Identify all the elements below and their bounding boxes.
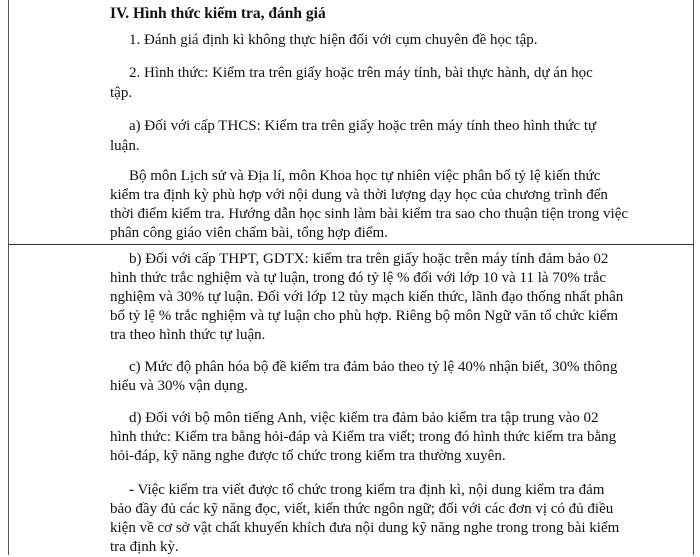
item-c-line-1: c) Mức độ phân hóa bộ đề kiểm tra đảm bảo theo tỷ lệ 40% nhận biết, 30% thông [129, 359, 618, 375]
bullet-line-3: kiện về cơ sở vật chất khuyến khích đưa nội dung kỹ năng nghe trong trong bài kiểm [110, 520, 620, 536]
table-right-border [693, 0, 694, 555]
item-c-line-2: hiểu và 30% vận dụng. [110, 378, 248, 394]
item-b-line-2: hình thức trắc nghiệm và tự luận, trong đó tỷ lệ % đối với lớp 10 và 11 là 70% trắc [110, 270, 607, 286]
bullet-dash: - [129, 482, 134, 498]
subjects-para-line-2: kiểm tra định kỳ phù hợp với nội dung và thời lượng dạy học của chương trình đến [110, 187, 608, 203]
item-d-line-1: d) Đối với bộ môn tiếng Anh, việc kiểm tra đảm bảo kiểm tra tập trung vào 02 [129, 410, 599, 426]
bullet-line-1-text: Việc kiểm tra viết được tổ chức trong kiểm tra định kì, nội dung kiểm tra đảm [134, 482, 605, 498]
bullet-line-1 [129, 480, 604, 500]
item-b-line-5: tra theo hình thức tự luận. [110, 327, 266, 343]
item-a-line-2: luận. [110, 138, 140, 154]
item-b-line-1: b) Đối với cấp THPT, GDTX: kiểm tra trên giấy hoặc trên máy tính đảm bảo 02 [129, 251, 609, 267]
item-d-line-2: hình thức: Kiểm tra bằng hỏi-đáp và Kiểm tra viết; trong đó hình thức kiểm tra bằng [110, 429, 617, 445]
subjects-para-line-4: phân công giáo viên chấm bài, tổng hợp điểm. [110, 225, 388, 241]
item-2-line-1: 2. Hình thức: Kiểm tra trên giấy hoặc trên máy tính, bài thực hành, dự án học [129, 65, 593, 81]
item-a-line-1: a) Đối với cấp THCS: Kiểm tra trên giấy hoặc trên máy tính theo hình thức tự [129, 118, 597, 134]
table-row-divider [8, 244, 694, 245]
subjects-para-line-1: Bộ môn Lịch sử và Địa lí, môn Khoa học tự nhiên việc phân bố tỷ lệ kiến thức [129, 168, 601, 184]
subjects-para-line-3: thời điểm kiểm tra. Hướng dẫn học sinh làm bài kiểm tra sao cho thuận tiện trong việc [110, 206, 629, 222]
item-d-line-3: hỏi-đáp, kỹ năng nghe được tổ chức trong kiểm tra thường xuyên. [110, 448, 506, 464]
bullet-line-4: tra định kỳ. [110, 539, 179, 555]
item-b-line-4: bổ tỷ lệ % trắc nghiệm và tự luận cho phù hợp. Riêng bộ môn Ngữ văn tổ chức kiểm [110, 308, 619, 324]
item-b-line-3: nghiệm và 30% tự luận. Đối với lớp 12 tùy mạch kiến thức, lãnh đạo thống nhất phân [110, 289, 624, 305]
section-heading: IV. Hình thức kiểm tra, đánh giá [110, 5, 326, 22]
bullet-line-2: bảo đầy đủ các kỹ năng đọc, viết, kiến thức ngôn ngữ; đối với các đơn vị có đủ điều [110, 501, 614, 517]
item-1: 1. Đánh giá định kì không thực hiện đối với cụm chuyên đề học tập. [129, 32, 538, 48]
table-left-border [8, 0, 9, 555]
item-2-line-2: tập. [110, 85, 133, 101]
